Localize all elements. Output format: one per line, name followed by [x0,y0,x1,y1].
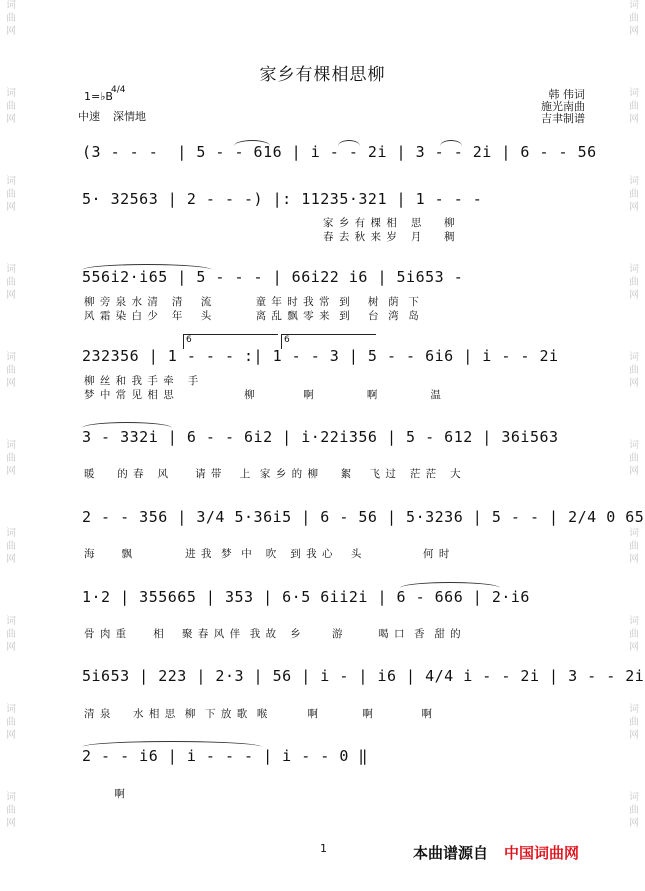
score-system-2: 5· 32563 | 2 - - -) |: 11235·321 | 1 - - - [82,190,483,208]
lyrics-line: 春 去 秋 来 岁 月 稠 [323,231,456,243]
score-system-6: 2 - - 356 | 3/4 5·36i5 | 6 - 56 | 5·3236 | 5 - - | 2/4 0 65 [82,508,645,526]
watermark-glyph: 曲 [629,717,639,728]
watermark-glyph: 曲 [6,541,16,552]
score-system-4: 232356 | 1 - - - :| 1 - - 3 | 5 - - 6i6 | i - - 2i [82,347,559,365]
watermark-glyph: 曲 [629,277,639,288]
score-system-7: 1·2 | 355665 | 353 | 6·5 6ii2i | 6 - 666 | 2·i6 [82,588,530,606]
watermark-glyph: 网 [6,818,16,829]
watermark-glyph: 词 [6,0,16,11]
watermark-glyph: 网 [629,466,639,477]
watermark-glyph: 曲 [6,277,16,288]
watermark-glyph: 网 [6,642,16,653]
watermark-glyph: 曲 [6,13,16,24]
song-title: 家乡有棵相思柳 [259,65,386,85]
watermark-glyph: 网 [629,554,639,565]
watermark-glyph: 网 [629,818,639,829]
watermark-glyph: 网 [629,114,639,125]
watermark-glyph: 词 [6,616,16,627]
slur-mark [82,741,262,747]
slur-mark [338,140,360,146]
watermark-glyph: 词 [629,88,639,99]
watermark-glyph: 词 [629,792,639,803]
watermark-glyph: 网 [6,378,16,389]
watermark-glyph: 词 [6,352,16,363]
score-system-8: 5i653 | 223 | 2·3 | 56 | i - | i6 | 4/4 i - - 2i | 3 - - 2i [82,667,645,685]
engraver-credit: 吉聿制谱 [541,112,585,125]
tempo-marking: 中速 [78,110,100,123]
right-watermark-column [627,0,641,891]
watermark-glyph: 词 [6,264,16,275]
watermark-glyph: 网 [6,114,16,125]
watermark-glyph: 网 [629,730,639,741]
key-signature: 1=♭B [84,90,113,103]
watermark-glyph: 词 [629,264,639,275]
expression-marking: 深情地 [113,110,146,123]
watermark-glyph: 曲 [6,101,16,112]
watermark-glyph: 曲 [629,541,639,552]
watermark-glyph: 网 [6,202,16,213]
watermark-glyph: 曲 [629,13,639,24]
source-attribution [413,842,579,863]
watermark-glyph: 词 [629,704,639,715]
watermark-glyph: 曲 [629,805,639,816]
slur-mark [400,582,500,588]
lyrics-line: 风 霜 染 白 少 年 头 离 乱 飘 零 来 到 台 湾 岛 [84,310,420,322]
watermark-glyph: 词 [6,792,16,803]
watermark-glyph: 词 [629,352,639,363]
slur-mark [440,140,462,146]
watermark-glyph: 网 [6,26,16,37]
first-ending-bracket: 6 [183,334,278,349]
score-system-9: 2 - - i6 | i - - - | i - - 0 ‖ [82,747,368,765]
watermark-glyph: 曲 [629,629,639,640]
lyrics-line: 清 泉 水 相 思 柳 下 放 歌 喉 啊 啊 啊 [84,708,434,720]
watermark-glyph: 网 [6,730,16,741]
lyrics-line: 柳 旁 泉 水 清 清 流 童 年 时 我 常 到 树 荫 下 [84,296,420,308]
lyrics-line: 家 乡 有 棵 相 思 柳 [323,217,456,229]
watermark-glyph: 网 [629,26,639,37]
slur-mark [82,422,172,428]
composer-credit: 施光南曲 [541,100,585,113]
watermark-glyph: 词 [6,88,16,99]
watermark-glyph: 网 [6,554,16,565]
watermark-glyph: 网 [629,378,639,389]
watermark-glyph: 曲 [6,629,16,640]
watermark-glyph: 词 [629,440,639,451]
second-ending-bracket: 6 [281,334,376,349]
watermark-glyph: 曲 [629,101,639,112]
score-system-1: (3 - - - | 5 - - 616 | i - - 2i | 3 - - 2i | 6 - - 56 [82,143,597,161]
page-number: 1 [320,842,327,855]
lyrics-line: 柳 丝 和 我 手 牵 手 [84,375,200,387]
watermark-glyph: 词 [629,0,639,11]
score-system-3: 556i2·i65 | 5 - - - | 66i22 i6 | 5i653 - [82,268,464,286]
slur-mark [82,264,212,270]
source-site-link[interactable]: 中国词曲网 [504,844,580,862]
watermark-glyph: 网 [6,466,16,477]
watermark-glyph: 曲 [629,189,639,200]
lyrics-line: 骨 肉 重 相 聚 春 风 伴 我 故 乡 游 喝 口 香 甜 的 [84,628,462,640]
slur-mark [234,140,270,146]
watermark-glyph: 曲 [6,717,16,728]
watermark-glyph: 曲 [6,365,16,376]
lyrics-line: 啊 [84,788,126,800]
watermark-glyph: 词 [6,704,16,715]
lyrics-line: 海 飘 进 我 梦 中 吹 到 我 心 头 何 时 [84,548,451,560]
lyrics-line: 梦 中 常 见 相 思 柳 啊 啊 温 [84,389,442,401]
score-system-5: 3 - 332i | 6 - - 6i2 | i·22i356 | 5 - 612 | 36i563 [82,428,559,446]
watermark-glyph: 词 [629,616,639,627]
watermark-glyph: 曲 [6,805,16,816]
watermark-glyph: 网 [629,202,639,213]
time-signature: 4/4 [111,85,126,95]
watermark-glyph: 词 [629,176,639,187]
source-label: 本曲谱源自 [413,844,489,862]
watermark-glyph: 曲 [6,453,16,464]
watermark-glyph: 词 [6,528,16,539]
watermark-glyph: 曲 [629,365,639,376]
left-watermark-column [4,0,18,891]
watermark-glyph: 网 [629,642,639,653]
watermark-glyph: 曲 [6,189,16,200]
lyricist-credit: 韩 伟词 [548,88,585,101]
watermark-glyph: 词 [629,528,639,539]
watermark-glyph: 词 [6,440,16,451]
watermark-glyph: 网 [629,290,639,301]
watermark-glyph: 曲 [629,453,639,464]
watermark-glyph: 词 [6,176,16,187]
lyrics-line: 暖 的 春 风 请 带 上 家 乡 的 柳 絮 飞 过 茫 茫 大 [84,468,462,480]
watermark-glyph: 网 [6,290,16,301]
